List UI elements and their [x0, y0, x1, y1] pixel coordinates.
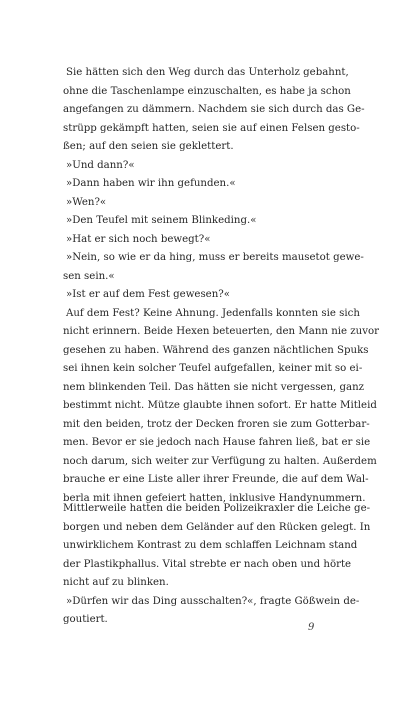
- dialogue-line: »Den Teufel mit seinem Blinkeding.«: [66, 215, 257, 226]
- text-line: sen sein.«: [63, 270, 115, 282]
- text-line: nicht erinnern. Beide Hexen beteuerten, den Mann nie zuvor: [63, 326, 379, 337]
- text-line: Sie hätten sich den Weg durch das Unterholz gebahnt,: [66, 67, 349, 78]
- text-line: ßen; auf den seien sie geklettert.: [63, 141, 234, 152]
- paragraph-block-1: [63, 64, 379, 508]
- text-line: bestimmt nicht. Mütze glaubte ihnen sofort. Er hatte Mitleid: [63, 400, 377, 411]
- text-line: noch darum, sich weiter zur Verfügung zu halten. Außerdem: [63, 455, 377, 467]
- text-line: Auf dem Fest? Keine Ahnung. Jedenfalls konnten sie sich: [66, 307, 360, 319]
- dialogue-line: »Ist er auf dem Fest gewesen?«: [66, 289, 230, 300]
- text-line: borgen und neben dem Geländer auf den Rücken gelegt. In: [63, 521, 371, 533]
- text-line: der Plastikphallus. Vital strebte er nach oben und hörte: [63, 558, 352, 570]
- text-line: brauche er eine Liste aller ihrer Freunde, die auf dem Wal-: [63, 474, 369, 485]
- text-line: men. Bevor er sie jedoch nach Hause fahren ließ, bat er sie: [63, 437, 371, 448]
- dialogue-line: »Dürfen wir das Ding ausschalten?«, fragte Gößwein de-: [66, 595, 360, 607]
- text-line: strüpp gekämpft hatten, seien sie auf einen Felsen gesto-: [63, 122, 360, 134]
- text-line: angefangen zu dämmern. Nachdem sie sich durch das Ge-: [63, 104, 365, 115]
- paragraph-block-2: [63, 500, 371, 630]
- text-line: nem blinkenden Teil. Das hätten sie nicht vergessen, ganz: [63, 381, 365, 393]
- text-line: nicht auf zu blinken.: [63, 577, 169, 588]
- text-line: sei ihnen kein solcher Teufel aufgefallen, keiner mit so ei-: [63, 363, 363, 374]
- text-line: Mittlerweile hatten die beiden Polizeikraxler die Leiche ge-: [63, 503, 371, 514]
- text-line: berla mit ihnen gefeiert hatten, inklusive Handynummern.: [63, 492, 366, 504]
- page-number: 9: [308, 622, 315, 633]
- dialogue-line: »Hat er sich noch bewegt?«: [66, 233, 211, 245]
- dialogue-line: »Und dann?«: [66, 159, 135, 171]
- dialogue-line: »Dann haben wir ihn gefunden.«: [66, 178, 236, 189]
- text-line: goutiert.: [63, 614, 108, 625]
- text-line: ohne die Taschenlampe einzuschalten, es habe ja schon: [63, 85, 351, 97]
- text-line: unwirklichem Kontrast zu dem schlaffen Leichnam stand: [63, 540, 358, 551]
- text-line: gesehen zu haben. Während des ganzen nächtlichen Spuks: [63, 344, 369, 356]
- text-line: mit den beiden, trotz der Decken froren sie zum Gotterbar-: [63, 418, 370, 430]
- dialogue-line: »Nein, so wie er da hing, muss er bereits mausetot gewe-: [66, 252, 364, 263]
- dialogue-line: »Wen?«: [66, 196, 107, 208]
